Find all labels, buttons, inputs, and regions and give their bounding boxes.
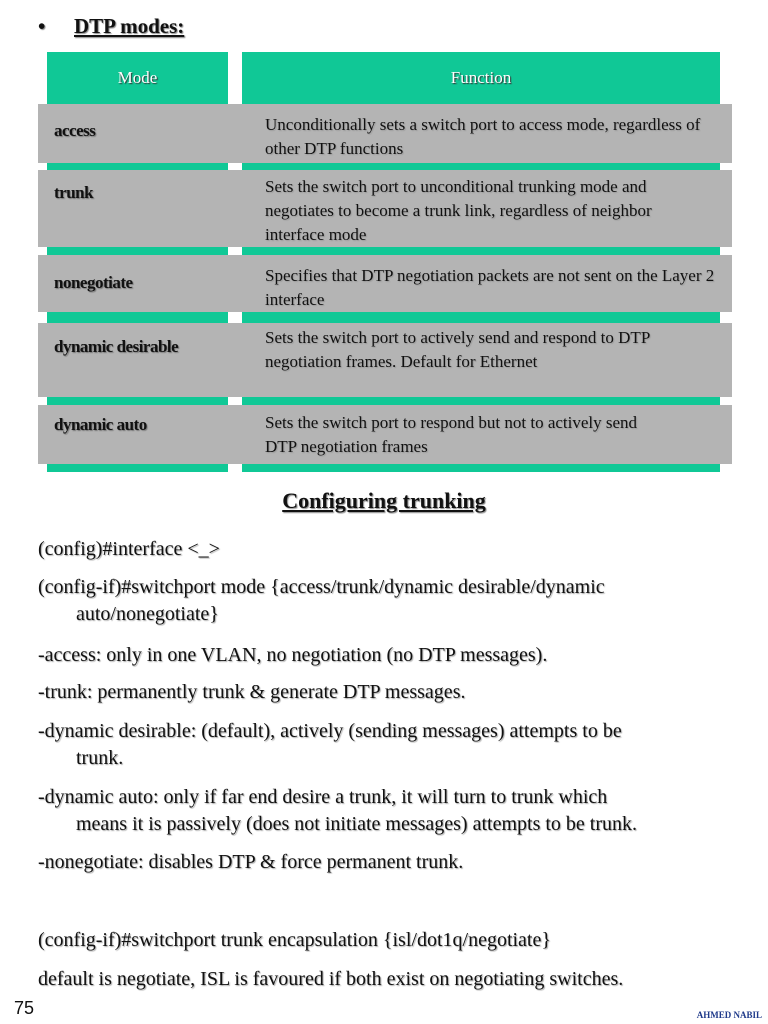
line-text: -dynamic auto: only if far end desire a trunk, it will turn to trunk which: [38, 786, 608, 808]
text-line: [38, 679, 738, 706]
line-text: default is negotiate, ISL is favoured if both exist on negotiating switches.: [38, 968, 624, 990]
mode-cell: access: [54, 121, 96, 140]
line-text: -nonegotiate: disables DTP & force permanent trunk.: [38, 851, 464, 873]
line-continuation: auto/nonegotiate}: [76, 603, 219, 625]
line-continuation: trunk.: [76, 747, 124, 769]
line-continuation: means it is passively (does not initiate messages) attempts to be trunk.: [76, 813, 638, 835]
heading: Configuring trunking: [282, 488, 486, 513]
line-text: (config)#interface <_>: [38, 538, 220, 560]
text-line: [38, 536, 738, 563]
mode-cell: dynamic auto: [54, 415, 147, 434]
function-cell: Unconditionally sets a switch port to access mode, regardless of other DTP functions: [265, 115, 701, 158]
function-cell: Sets the switch port to unconditional trunking mode and negotiates to become a trunk link, regardless of neighbor interface mode: [265, 177, 652, 244]
page-number: 75: [14, 998, 35, 1018]
header-mode: Mode: [47, 52, 228, 104]
text-line: [38, 927, 738, 954]
text-line: [38, 574, 738, 628]
text-line: [38, 849, 738, 876]
line-text: (config-if)#switchport trunk encapsulation {isl/dot1q/negotiate}: [38, 929, 551, 951]
text-line: [38, 718, 738, 772]
mode-cell: dynamic desirable: [54, 337, 179, 356]
function-cell: Sets the switch port to actively send and respond to DTP negotiation frames. Default for Ethernet: [265, 328, 650, 371]
function-cell: Specifies that DTP negotiation packets are not sent on the Layer 2 interface: [265, 266, 715, 309]
text-line: [38, 642, 738, 669]
author-credit: AHMED NABIL: [696, 1010, 762, 1020]
mode-cell: trunk: [54, 183, 94, 202]
text-line: [38, 784, 738, 838]
line-text: -dynamic desirable: (default), actively (sending messages) attempts to be: [38, 720, 622, 742]
section-title-text: DTP modes:: [74, 14, 185, 38]
header-function: Function: [242, 52, 720, 104]
mode-cell: nonegotiate: [54, 273, 133, 292]
text-line: [38, 966, 738, 993]
line-text: -access: only in one VLAN, no negotiation (no DTP messages).: [38, 644, 548, 666]
line-text: (config-if)#switchport mode {access/trunk/dynamic desirable/dynamic: [38, 576, 605, 598]
line-text: -trunk: permanently trunk & generate DTP messages.: [38, 681, 466, 703]
function-cell: Sets the switch port to respond but not to actively send DTP negotiation frames: [265, 413, 638, 456]
section-title: • DTP modes:: [38, 14, 185, 38]
